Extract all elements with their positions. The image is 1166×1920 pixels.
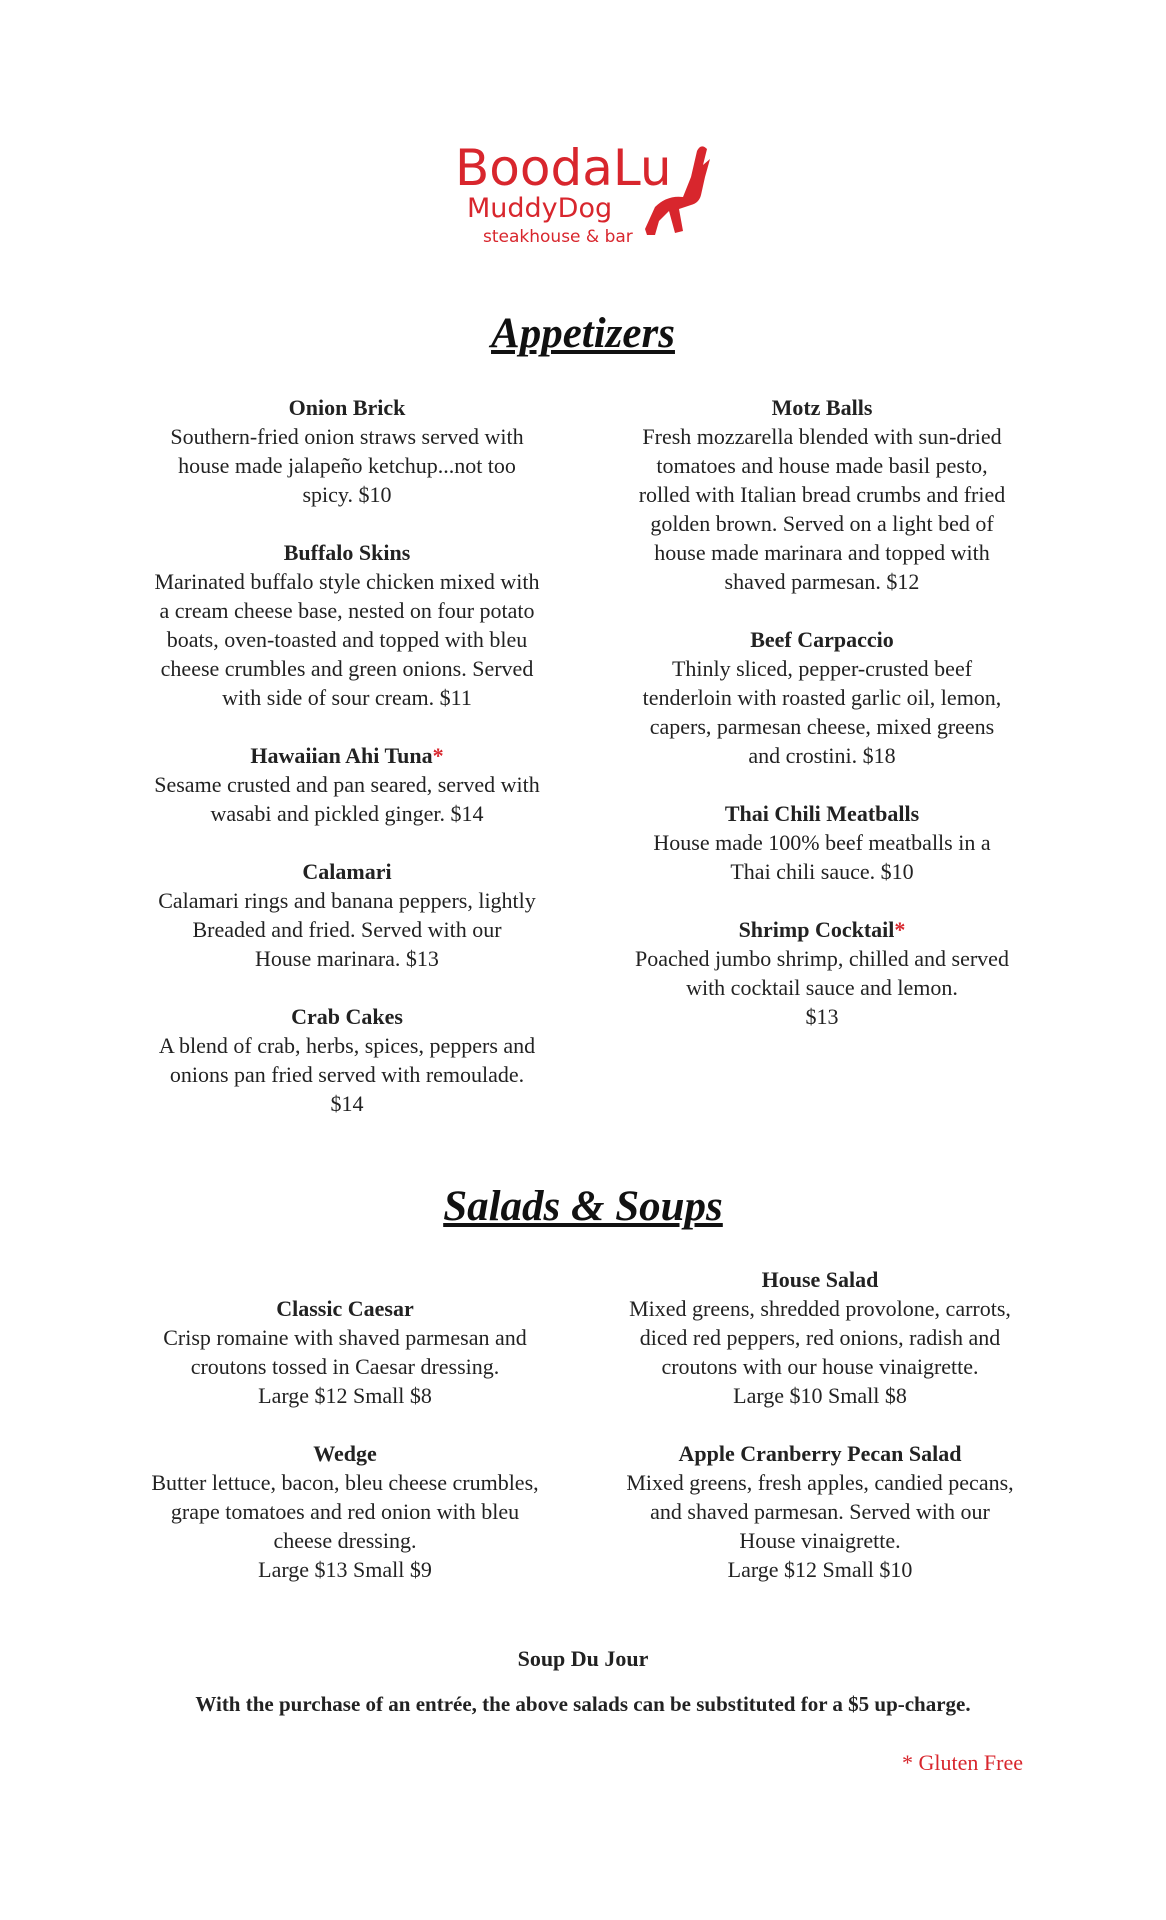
item-name: Thai Chili Meatballs: [724, 801, 920, 826]
appetizers-right-column: [612, 393, 1032, 1060]
item-name: Apple Cranberry Pecan Salad: [678, 1441, 962, 1466]
salads-right-column: [610, 1265, 1030, 1613]
menu-item: [612, 625, 1032, 770]
logo-line1: BoodaLu: [455, 139, 672, 197]
menu-item: [135, 1439, 555, 1584]
brand-logo: [455, 137, 715, 257]
menu-item: [137, 741, 557, 828]
menu-item: [610, 1439, 1030, 1584]
item-name: Crab Cakes: [291, 1004, 403, 1029]
logo-line3: steakhouse & bar: [483, 227, 633, 247]
item-description: Marinated buffalo style chicken mixed with a cream cheese base, nested on four potato boats, oven-toasted and topped with bleu cheese crumbles and green onions. Served with side of sour cream. $11: [154, 569, 540, 710]
item-description: House made 100% beef meatballs in a Thai chili sauce. $10: [653, 830, 991, 884]
logo-line2: MuddyDog: [467, 193, 613, 224]
menu-item: [135, 1294, 555, 1410]
item-name: Hawaiian Ahi Tuna*: [250, 743, 444, 768]
item-name: Motz Balls: [771, 395, 873, 420]
menu-item: [137, 1002, 557, 1118]
item-description: Calamari rings and banana peppers, lightly Breaded and fried. Served with our House marinara. $13: [158, 888, 536, 971]
menu-item: [610, 1265, 1030, 1410]
menu-item: [612, 393, 1032, 596]
item-name: Beef Carpaccio: [750, 627, 894, 652]
appetizers-left-column: [137, 393, 557, 1147]
item-description: Mixed greens, fresh apples, candied pecans, and shaved parmesan. Served with our House vinaigrette. Large $12 Small $10: [626, 1470, 1014, 1582]
salads-title: Salads & Soups: [443, 1183, 723, 1230]
soup-du-jour: Soup Du Jour: [517, 1646, 649, 1671]
appetizers-title: Appetizers: [491, 310, 675, 357]
item-description: Crisp romaine with shaved parmesan and croutons tossed in Caesar dressing. Large $12 Small $8: [163, 1325, 527, 1408]
item-description: Thinly sliced, pepper-crusted beef tenderloin with roasted garlic oil, lemon, capers, parmesan cheese, mixed greens and crostini. $18: [642, 656, 1002, 768]
substitution-note: With the purchase of an entrée, the above salads can be substituted for a $5 up-charge.: [195, 1692, 971, 1716]
menu-item: [137, 393, 557, 509]
menu-item: [612, 799, 1032, 886]
salads-left-column: [135, 1294, 555, 1613]
menu-item: [137, 857, 557, 973]
menu-item: [137, 538, 557, 712]
item-description: Fresh mozzarella blended with sun-dried tomatoes and house made basil pesto, rolled with Italian bread crumbs and fried golden brown. Served on a light bed of house made marinara and topped with shaved parmesan. $12: [638, 424, 1006, 594]
item-description: A blend of crab, herbs, spices, peppers and onions pan fried served with remoulade. $14: [158, 1033, 536, 1116]
item-description: Sesame crusted and pan seared, served with wasabi and pickled ginger. $14: [154, 772, 540, 826]
menu-item: [612, 915, 1032, 1031]
gluten-free-marker: *: [432, 743, 444, 768]
item-description: Southern-fried onion straws served with house made jalapeño ketchup...not too spicy. $10: [170, 424, 524, 507]
item-name: Shrimp Cocktail*: [738, 917, 906, 942]
item-name: Classic Caesar: [276, 1296, 414, 1321]
item-description: Butter lettuce, bacon, bleu cheese crumbles, grape tomatoes and red onion with bleu cheese dressing. Large $13 Small $9: [151, 1470, 539, 1582]
gluten-free-legend: * Gluten Free: [902, 1750, 1023, 1775]
logo-graphic: [455, 137, 715, 257]
item-name: Onion Brick: [288, 395, 406, 420]
item-description: Mixed greens, shredded provolone, carrots, diced red peppers, red onions, radish and croutons with our house vinaigrette. Large $10 Small $8: [629, 1296, 1011, 1408]
item-name: Buffalo Skins: [283, 540, 411, 565]
item-name: Calamari: [302, 859, 392, 884]
item-description: Poached jumbo shrimp, chilled and served with cocktail sauce and lemon. $13: [635, 946, 1009, 1029]
item-name: House Salad: [761, 1267, 879, 1292]
item-name: Wedge: [313, 1441, 377, 1466]
gluten-free-marker: *: [894, 917, 906, 942]
